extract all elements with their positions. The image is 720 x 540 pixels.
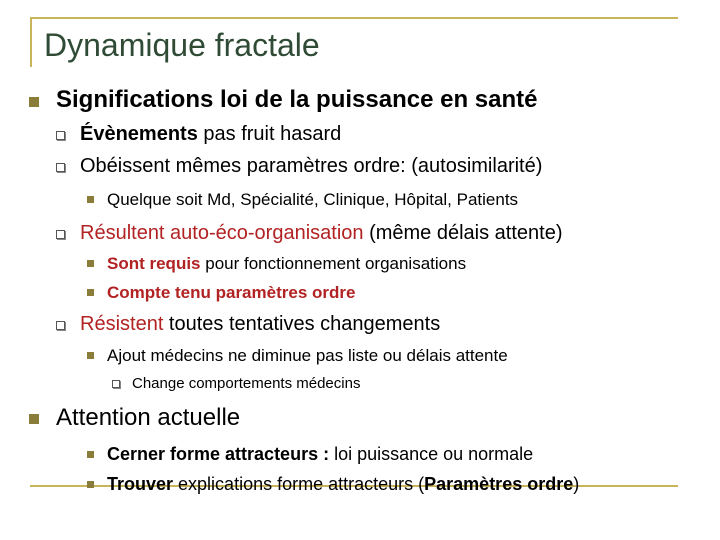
level3-bullet-icon	[87, 260, 94, 267]
level3-bullet-icon	[87, 481, 94, 488]
item1-bold: Évènements	[80, 123, 198, 145]
item4-subsub: Change comportements médecins	[132, 375, 361, 392]
item3-sub1	[107, 254, 466, 274]
item2: Obéissent mêmes paramètres ordre: (autosimilarité)	[80, 155, 543, 177]
level1-bullet-icon	[29, 97, 39, 107]
item3-sub1-rest: pour fonctionnement organisations	[200, 254, 467, 273]
level2-bullet-icon	[56, 163, 65, 172]
section2-item2	[107, 474, 579, 495]
section2-heading: Attention actuelle	[56, 404, 241, 431]
item4	[80, 313, 440, 336]
item1-rest: pas fruit hasard	[197, 123, 342, 145]
section1-heading: Significations loi de la puissance en santé	[56, 86, 538, 113]
slide-title: Dynamique fractale	[44, 27, 320, 63]
item3-sub2	[107, 283, 355, 303]
section2-item2-bold2: Paramètres ordre	[424, 474, 574, 494]
level4-bullet-icon	[112, 380, 120, 388]
item3-rest: (même délais attente)	[363, 222, 563, 244]
level2-bullet-icon	[56, 230, 65, 239]
level2-bullet-icon	[56, 321, 65, 330]
item4-rest: toutes tentatives changements	[163, 313, 441, 335]
left-border	[30, 17, 32, 67]
item3-red: Résultent auto-éco-organisation	[80, 222, 364, 244]
level3-bullet-icon	[87, 352, 94, 359]
item4-sub: Ajout médecins ne diminue pas liste ou délais attente	[107, 346, 508, 365]
section2-item1-bold: Cerner forme attracteurs :	[107, 444, 330, 464]
top-border	[30, 17, 678, 19]
item3-sub2-red: Compte tenu paramètres ordre	[107, 283, 356, 302]
level3-bullet-icon	[87, 289, 94, 296]
level2-bullet-icon	[56, 131, 65, 140]
section2-item1-rest: loi puissance ou normale	[329, 444, 534, 464]
level3-bullet-icon	[87, 196, 94, 203]
level1-bullet-icon	[29, 414, 39, 424]
item3-sub1-red: Sont requis	[107, 254, 201, 273]
item1	[80, 123, 341, 146]
item2-sub: Quelque soit Md, Spécialité, Clinique, Hôpital, Patients	[107, 190, 519, 209]
section2-item2-mid: explications forme attracteurs (	[173, 474, 425, 494]
item4-red: Résistent	[80, 313, 164, 335]
section2-item1	[107, 444, 533, 465]
item3	[80, 222, 563, 245]
section2-item2-end: )	[573, 474, 580, 494]
level3-bullet-icon	[87, 451, 94, 458]
section2-item2-bold: Trouver	[107, 474, 174, 494]
